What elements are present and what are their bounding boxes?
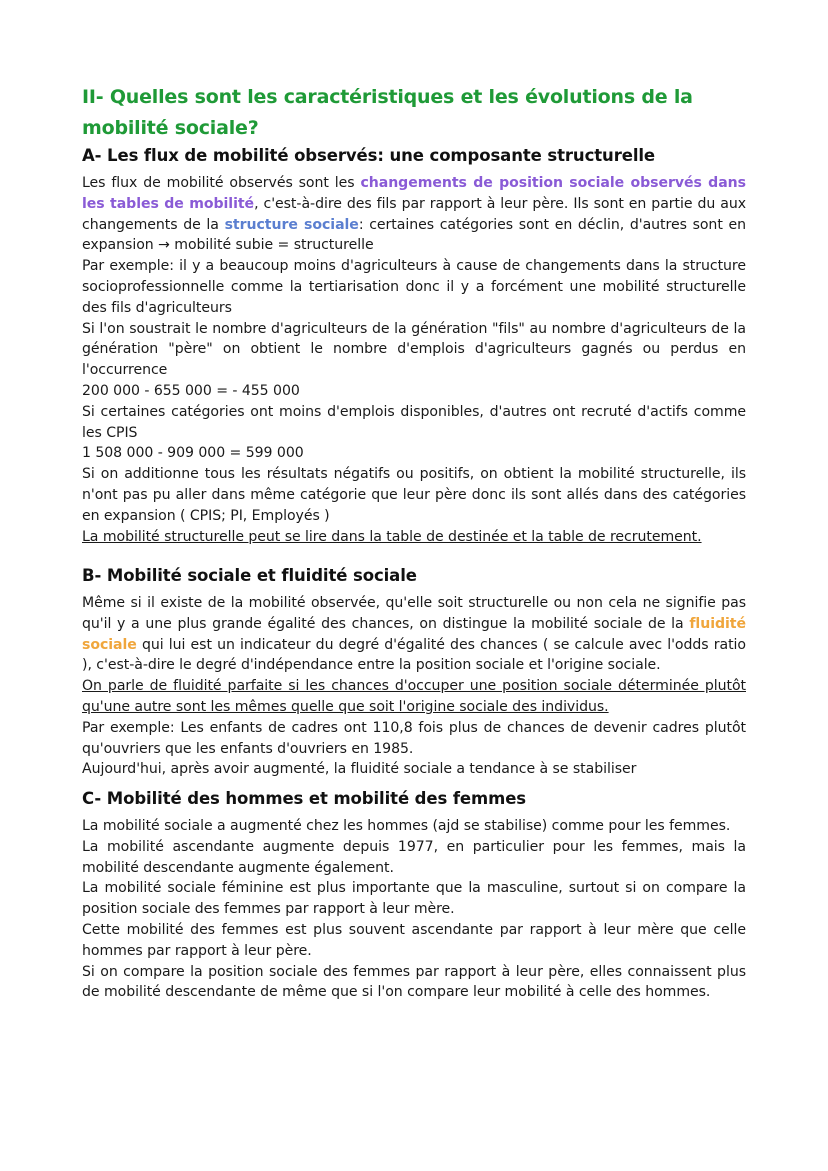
highlight-term: fluidité sociale [82,615,746,653]
page-title: II- Quelles sont les caractéristiques et les évolutions de la mobilité sociale? [82,86,693,139]
section-a-paragraph-3: Si l'on soustrait le nombre d'agriculteurs de la génération "fils" au nombre d'agriculteurs de la génération "père" on obtient le nombre d'emplois d'agriculteurs gagnés ou perdus en l'occurrence [82,320,746,379]
text-run: qui lui est un indicateur du degré d'égalité des chances ( se calcule avec l'odds ratio ), c'est-à-dire le degré d'indépendance entre la position sociale et l'origine sociale. [82,636,746,674]
section-b-paragraph-2: On parle de fluidité parfaite si les chances d'occuper une position sociale déterminée plutôt qu'une autre sont les mêmes quelle que soit l'origine sociale des individus. [82,678,746,715]
section-b-heading: B- Mobilité sociale et fluidité sociale [82,566,417,585]
section-b-body [82,593,746,780]
section-a-body [82,173,746,547]
section-b-paragraph-4: Aujourd'hui, après avoir augmenté, la fluidité sociale a tendance à se stabiliser [82,761,637,778]
section-a-paragraph-6: La mobilité structurelle peut se lire dans la table de destinée et la table de recrutement. [82,528,702,545]
text-run: Même si il existe de la mobilité observée, qu'elle soit structurelle ou non cela ne signifie pas qu'il y a une plus grande égalité des chances, on distingue la mobilité sociale de la [82,595,746,632]
section-c-paragraph-1: La mobilité sociale a augmenté chez les hommes (ajd se stabilise) comme pour les femmes. [82,818,731,834]
section-a-paragraph-5: Si on additionne tous les résultats négatifs ou positifs, on obtient la mobilité structurelle, ils n'ont pas pu aller dans même catégorie que leur père donc ils sont allés dans des catégories en expansion ( CPIS; PI, Employés ) [82,466,746,524]
section-a-paragraph-2: Par exemple: il y a beaucoup moins d'agriculteurs à cause de changements dans la structure socioprofessionnelle comme la tertiarisation donc il y a forcément une mobilité structurelle des fils d'agriculteurs [82,258,746,316]
section-a-paragraph-1 [82,173,746,256]
text-run: Les flux de mobilité observés sont les [82,175,361,191]
section-a-paragraph-4: Si certaines catégories ont moins d'emplois disponibles, d'autres ont recruté d'actifs comme les CPIS [82,403,746,441]
text-run: , c'est-à-dire des fils par rapport à leur père. Ils sont en partie du aux changements de la [82,195,746,233]
section-a-calc-2: 1 508 000 - 909 000 = 599 000 [82,445,304,462]
section-a-heading: A- Les flux de mobilité observés: une composante structurelle [82,146,656,165]
highlight-term: changements de position sociale observés dans les tables de mobilité [82,175,747,212]
section-c-paragraph-4: Cette mobilité des femmes est plus souvent ascendante par rapport à leur mère que celle hommes par rapport à leur père. [82,921,746,959]
section-c-heading: C- Mobilité des hommes et mobilité des femmes [82,789,527,808]
section-c-paragraph-5: Si on compare la position sociale des femmes par rapport à leur père, elles connaissent plus de mobilité descendante de même que si l'on compare leur mobilité à celle des hommes. [82,963,746,1001]
section-c-paragraph-2: La mobilité ascendante augmente depuis 1977, en particulier pour les femmes, mais la mobilité descendante augmente également. [82,838,746,876]
section-a-calc-1: 200 000 - 655 000 = - 455 000 [82,382,300,399]
section-c-body [82,816,746,1003]
highlight-term: structure sociale [224,216,359,233]
section-b-paragraph-3: Par exemple: Les enfants de cadres ont 110,8 fois plus de chances de devenir cadres plutôt qu'ouvriers que les enfants d'ouvriers en 1985. [82,719,746,757]
section-b-paragraph-1 [82,593,746,676]
text-run: : certaines catégories sont en déclin, d'autres sont en expansion → mobilité subie = structurelle [82,216,746,254]
section-c-paragraph-3: La mobilité sociale féminine est plus importante que la masculine, surtout si on compare la position sociale des femmes par rapport à leur mère. [82,880,746,918]
